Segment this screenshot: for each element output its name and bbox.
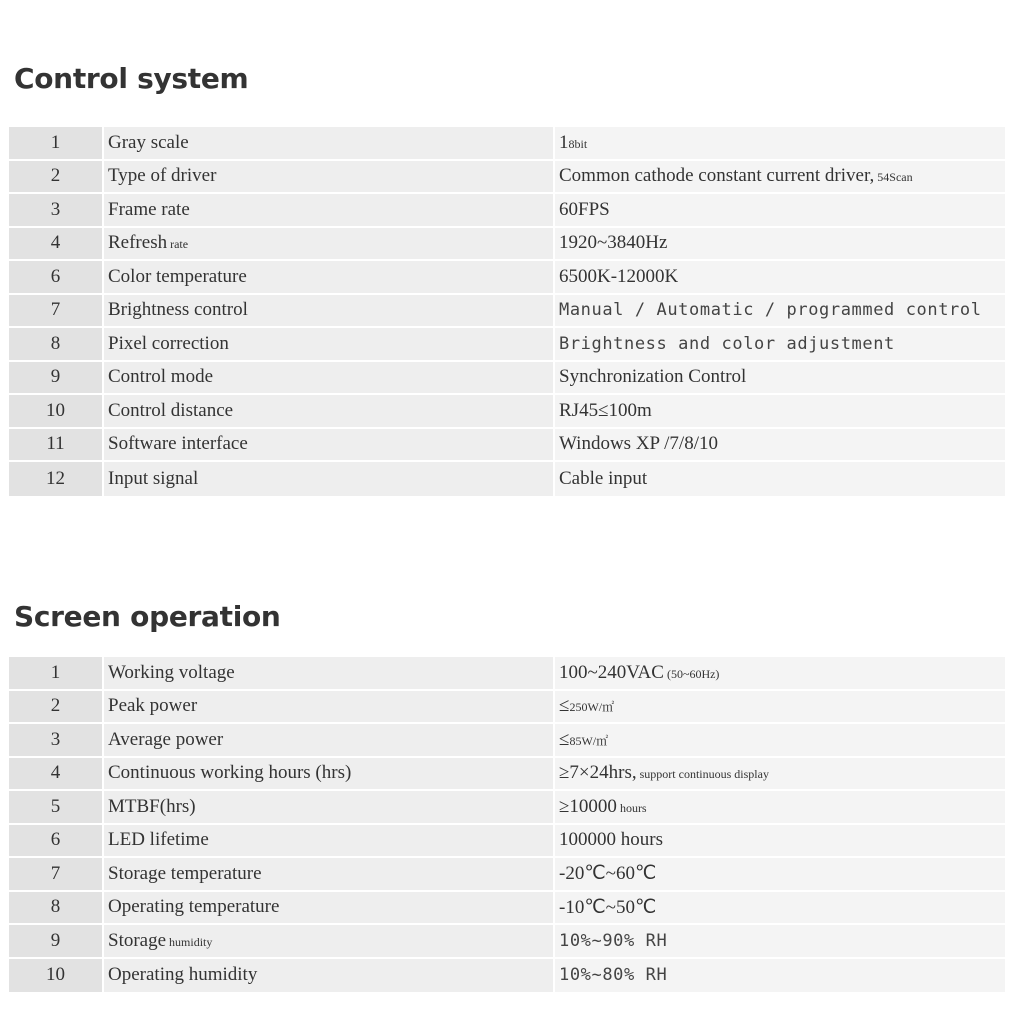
spec-value-text: -20℃~60℃	[559, 863, 657, 885]
spec-value	[553, 228, 1005, 262]
spec-value-text: ≤	[559, 695, 570, 717]
row-number: 12	[9, 462, 102, 496]
spec-value	[553, 261, 1005, 295]
spec-label-text: Storage temperature	[108, 862, 262, 884]
spec-label	[102, 161, 553, 195]
spec-label	[102, 295, 553, 329]
screen-operation-table	[9, 657, 1005, 992]
row-number: 4	[9, 758, 102, 792]
row-number: 8	[9, 892, 102, 926]
table-row	[9, 295, 1005, 329]
spec-value	[553, 295, 1005, 329]
spec-value-text: 6500K-12000K	[559, 265, 679, 287]
row-number: 7	[9, 858, 102, 892]
spec-value	[553, 462, 1005, 496]
row-number: 1	[9, 127, 102, 161]
spec-value-text: 10%~80% RH	[559, 965, 668, 986]
spec-value	[553, 959, 1005, 993]
spec-label	[102, 892, 553, 926]
spec-value-suffix: support continuous display	[636, 767, 769, 782]
table-row	[9, 791, 1005, 825]
table-row	[9, 825, 1005, 859]
spec-value-text: Synchronization Control	[559, 366, 747, 388]
row-number: 3	[9, 194, 102, 228]
spec-label-text: Pixel correction	[108, 332, 229, 354]
row-number: 1	[9, 657, 102, 691]
spec-label-text: Gray scale	[108, 131, 189, 153]
spec-label	[102, 228, 553, 262]
table-row	[9, 462, 1005, 496]
spec-value-text: Common cathode constant current driver,	[559, 165, 875, 187]
spec-value	[553, 791, 1005, 825]
table-row	[9, 261, 1005, 295]
row-number: 9	[9, 362, 102, 396]
row-number: 2	[9, 691, 102, 725]
spec-label-text: Operating humidity	[108, 964, 258, 986]
spec-label-text: Brightness control	[108, 299, 248, 321]
spec-label-text: Control distance	[108, 399, 234, 421]
spec-label	[102, 825, 553, 859]
spec-value	[553, 758, 1005, 792]
control-system-title: Control system	[14, 62, 249, 95]
table-row	[9, 758, 1005, 792]
spec-label-text: Frame rate	[108, 198, 190, 220]
spec-value	[553, 362, 1005, 396]
spec-label	[102, 925, 553, 959]
spec-value-text: ≤	[559, 728, 570, 750]
table-row	[9, 925, 1005, 959]
spec-value-text: Cable input	[559, 467, 648, 489]
spec-label	[102, 959, 553, 993]
row-number: 6	[9, 261, 102, 295]
spec-label-text: Operating temperature	[108, 896, 280, 918]
spec-value	[553, 892, 1005, 926]
spec-value	[553, 724, 1005, 758]
spec-label-text: Type of driver	[108, 165, 217, 187]
spec-label	[102, 758, 553, 792]
spec-value-text: ≥10000	[559, 795, 617, 817]
spec-label	[102, 429, 553, 463]
spec-value-text: 100~240VAC	[559, 661, 664, 683]
spec-value-text: 60FPS	[559, 198, 610, 220]
spec-value-text: 1920~3840Hz	[559, 232, 668, 254]
table-row	[9, 691, 1005, 725]
row-number: 2	[9, 161, 102, 195]
spec-value-text: 100000 hours	[559, 829, 663, 851]
spec-label	[102, 328, 553, 362]
spec-value-suffix: 250W/㎡	[569, 700, 615, 715]
spec-value-text: 10%~90% RH	[559, 930, 668, 951]
spec-value-text: Windows XP /7/8/10	[559, 433, 718, 455]
spec-value	[553, 925, 1005, 959]
spec-label-text: Control mode	[108, 366, 214, 388]
row-number: 4	[9, 228, 102, 262]
row-number: 3	[9, 724, 102, 758]
spec-value-text: ≥7×24hrs,	[559, 762, 637, 784]
spec-label	[102, 395, 553, 429]
table-row	[9, 892, 1005, 926]
spec-value-text: 1	[559, 131, 569, 153]
spec-value	[553, 858, 1005, 892]
table-row	[9, 858, 1005, 892]
row-number: 9	[9, 925, 102, 959]
spec-value	[553, 691, 1005, 725]
spec-value-text: -10℃~50℃	[559, 896, 657, 918]
spec-label-text: Peak power	[108, 695, 198, 717]
spec-value	[553, 194, 1005, 228]
row-number: 5	[9, 791, 102, 825]
spec-label	[102, 657, 553, 691]
table-row	[9, 657, 1005, 691]
spec-label	[102, 691, 553, 725]
spec-label-text: Color temperature	[108, 265, 247, 287]
spec-label-text: Input signal	[108, 467, 199, 489]
spec-label	[102, 127, 553, 161]
spec-value-suffix: (50~60Hz)	[663, 666, 720, 681]
spec-value-text: Brightness and color adjustment	[559, 333, 895, 354]
spec-label-text: Storage	[108, 929, 167, 951]
table-row	[9, 194, 1005, 228]
spec-value	[553, 429, 1005, 463]
row-number: 10	[9, 959, 102, 993]
table-row	[9, 429, 1005, 463]
spec-value	[553, 127, 1005, 161]
spec-label-text: LED lifetime	[108, 829, 209, 851]
spec-label	[102, 724, 553, 758]
row-number: 8	[9, 328, 102, 362]
table-row	[9, 362, 1005, 396]
spec-label-text: Working voltage	[108, 661, 235, 683]
spec-label-suffix: rate	[167, 237, 189, 252]
spec-value	[553, 657, 1005, 691]
spec-value-suffix: 85W/㎡	[569, 733, 609, 748]
spec-label-text: Average power	[108, 728, 224, 750]
spec-label-text: Continuous working hours (hrs)	[108, 762, 352, 784]
spec-label	[102, 858, 553, 892]
table-row	[9, 161, 1005, 195]
screen-operation-title: Screen operation	[14, 600, 281, 633]
table-row	[9, 328, 1005, 362]
row-number: 7	[9, 295, 102, 329]
spec-label	[102, 261, 553, 295]
spec-label	[102, 462, 553, 496]
spec-label	[102, 362, 553, 396]
spec-value-suffix: hours	[616, 800, 647, 815]
spec-value-suffix: 8bit	[568, 136, 588, 151]
table-row	[9, 724, 1005, 758]
spec-label	[102, 791, 553, 825]
spec-value	[553, 825, 1005, 859]
table-row	[9, 395, 1005, 429]
spec-value	[553, 395, 1005, 429]
table-row	[9, 127, 1005, 161]
table-row	[9, 959, 1005, 993]
table-row	[9, 228, 1005, 262]
spec-value-text: Manual / Automatic / programmed control	[559, 300, 982, 321]
row-number: 10	[9, 395, 102, 429]
spec-label-suffix: humidity	[166, 934, 213, 949]
spec-label-text: MTBF(hrs)	[108, 795, 196, 817]
spec-value-text: RJ45≤100m	[559, 399, 652, 421]
spec-value	[553, 328, 1005, 362]
row-number: 6	[9, 825, 102, 859]
spec-value	[553, 161, 1005, 195]
row-number: 11	[9, 429, 102, 463]
control-system-table	[9, 127, 1005, 496]
spec-value-suffix: 54Scan	[874, 170, 913, 185]
spec-label-text: Refresh	[108, 232, 168, 254]
spec-label-text: Software interface	[108, 433, 248, 455]
spec-label	[102, 194, 553, 228]
